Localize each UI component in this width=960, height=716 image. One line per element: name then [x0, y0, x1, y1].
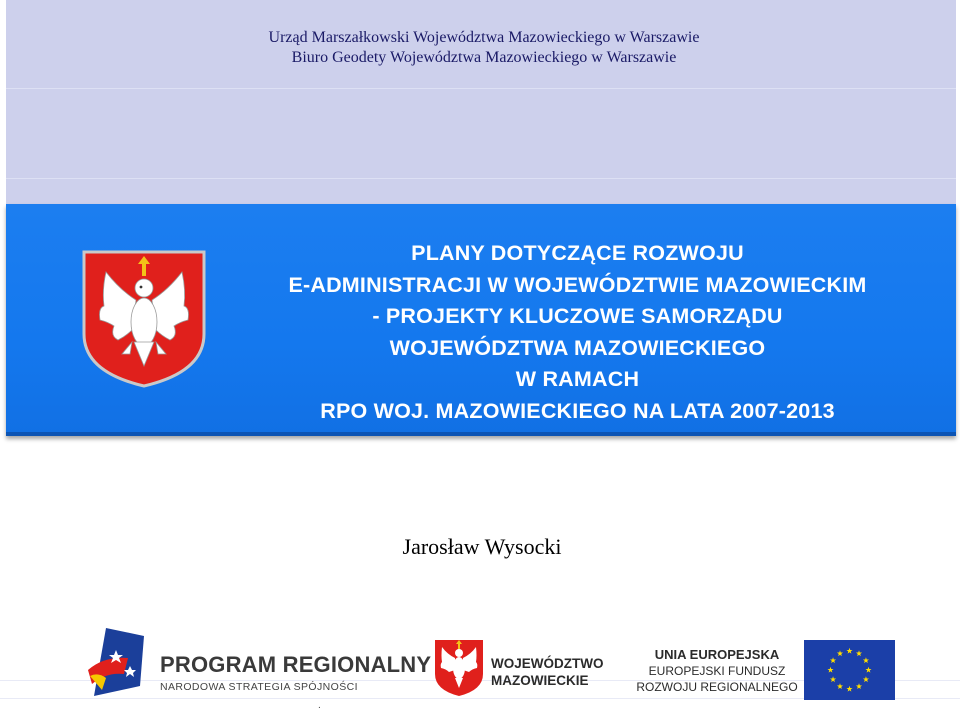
title-line-4: WOJEWÓDZTWA MAZOWIECKIEGO [389, 335, 766, 360]
program-title: PROGRAM REGIONALNY [160, 652, 432, 677]
mazovia-eagle-emblem-icon [80, 250, 208, 388]
presentation-title [220, 238, 935, 427]
title-line-5: W RAMACH [515, 367, 640, 391]
eu-line-3: ROZWOJU REGIONALNEGO [636, 680, 798, 694]
footer-dot: . [318, 700, 321, 711]
voivodeship-label [491, 655, 603, 689]
eu-line-1: UNIA EUROPEJSKA [654, 647, 780, 662]
institution-header [0, 28, 960, 68]
header-line-2: Biuro Geodety Województwa Mazowieckiego w Warszawie [291, 49, 677, 66]
author-name: Jarosław Wysocki [402, 534, 562, 559]
title-line-2: E-ADMINISTRACJI W WOJEWÓDZTWIE MAZOWIECKIM [288, 272, 867, 297]
header-line-1: Urząd Marszałkowski Województwa Mazowieckiego w Warszawie [268, 29, 700, 46]
mazovia-small-emblem-icon [433, 638, 485, 698]
voivodeship-line-1: WOJEWÓDZTWO [491, 656, 604, 671]
title-line-6: RPO WOJ. MAZOWIECKIEGO NA LATA 2007-2013 [320, 398, 835, 423]
title-line-3: - PROJEKTY KLUCZOWE SAMORZĄDU [372, 304, 783, 328]
eu-line-2: EUROPEJSKI FUNDUSZ [648, 664, 786, 678]
eu-flag-icon [804, 640, 895, 700]
program-subtitle: NARODOWA STRATEGIA SPÓJNOŚCI [160, 681, 358, 693]
title-line-1: PLANY DOTYCZĄCE ROZWOJU [411, 241, 744, 265]
voivodeship-line-2: MAZOWIECKIE [491, 673, 589, 688]
eu-label [634, 647, 800, 695]
program-regionalny-logo-icon [84, 626, 148, 702]
